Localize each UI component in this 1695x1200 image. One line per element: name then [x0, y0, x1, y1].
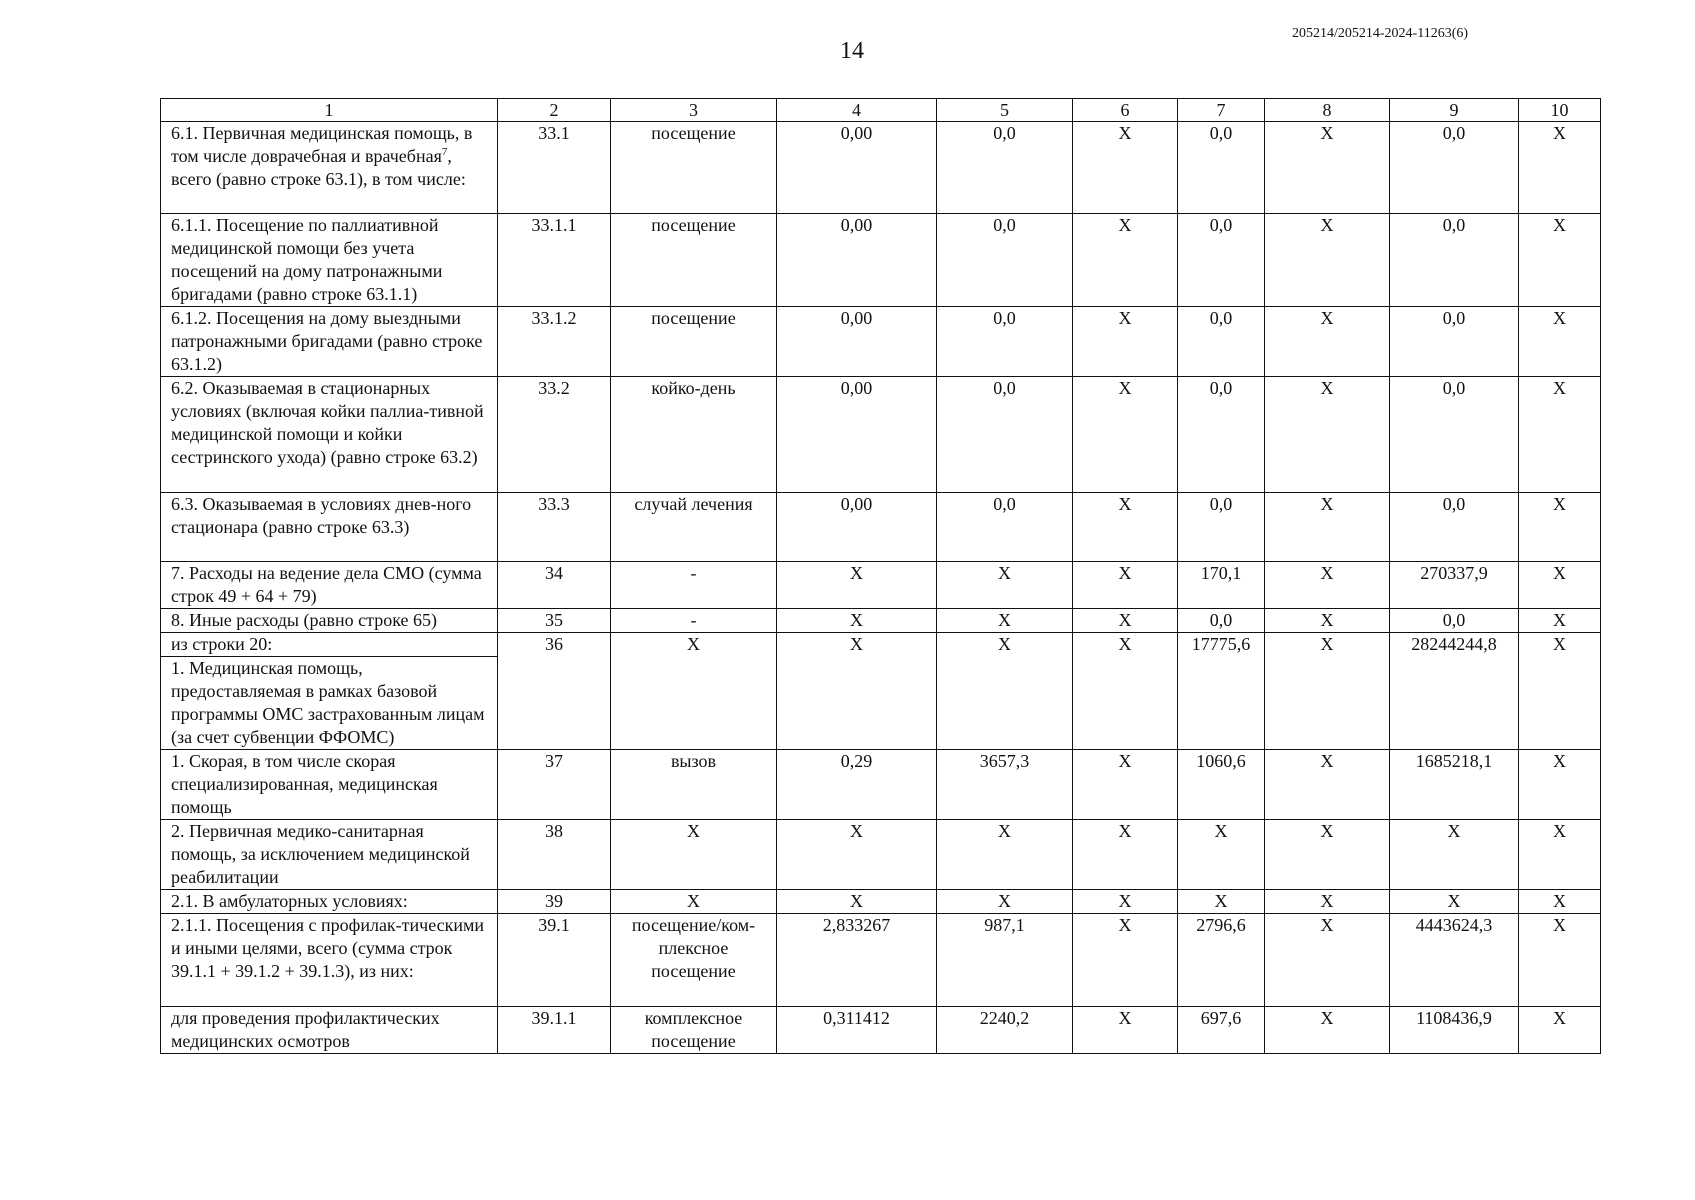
value-cell: 0,0	[1178, 214, 1265, 307]
row-code: 33.1.1	[498, 214, 611, 307]
value-cell: X	[1073, 750, 1178, 820]
table-row	[161, 377, 1601, 493]
table-row	[161, 562, 1601, 609]
value-cell: 0,0	[1178, 493, 1265, 562]
value-cell: X	[1519, 562, 1601, 609]
row-description: 2.1.1. Посещения с профилак-тическими и иными целями, всего (сумма строк 39.1.1 + 39.1.2 + 39.1.3), из них:	[161, 914, 498, 1007]
value-cell: 0,0	[1390, 307, 1519, 377]
table-row	[161, 609, 1601, 633]
value-cell: X	[1073, 214, 1178, 307]
column-header: 6	[1073, 99, 1178, 122]
table-row	[161, 820, 1601, 890]
value-cell: 0,0	[937, 214, 1073, 307]
row-description: 1. Скорая, в том числе скорая специализированная, медицинская помощь	[161, 750, 498, 820]
row-code: 39	[498, 890, 611, 914]
unit-cell: койко-день	[611, 377, 777, 493]
value-cell: 0,0	[937, 377, 1073, 493]
value-cell: X	[777, 820, 937, 890]
row-description: 6.3. Оказываемая в условиях днев-ного стационара (равно строке 63.3)	[161, 493, 498, 562]
row-code: 37	[498, 750, 611, 820]
table-row	[161, 750, 1601, 820]
value-cell: 0,311412	[777, 1007, 937, 1054]
value-cell: X	[1265, 609, 1390, 633]
value-cell: X	[1519, 633, 1601, 750]
value-cell: X	[1073, 914, 1178, 1007]
value-cell: 1108436,9	[1390, 1007, 1519, 1054]
table-row	[161, 493, 1601, 562]
value-cell: X	[1519, 307, 1601, 377]
row-code: 39.1.1	[498, 1007, 611, 1054]
value-cell: 2240,2	[937, 1007, 1073, 1054]
value-cell: X	[777, 609, 937, 633]
value-cell: X	[1073, 1007, 1178, 1054]
value-cell: X	[777, 633, 937, 750]
value-cell: 0,0	[937, 493, 1073, 562]
row-description: 8. Иные расходы (равно строке 65)	[161, 609, 498, 633]
value-cell: X	[1519, 750, 1601, 820]
value-cell: 0,00	[777, 307, 937, 377]
value-cell: 0,00	[777, 122, 937, 214]
unit-cell: посещение	[611, 307, 777, 377]
value-cell: X	[1265, 377, 1390, 493]
value-cell: X	[1265, 307, 1390, 377]
value-cell: X	[1265, 890, 1390, 914]
row-code: 35	[498, 609, 611, 633]
value-cell: 170,1	[1178, 562, 1265, 609]
column-header: 9	[1390, 99, 1519, 122]
value-cell: 1060,6	[1178, 750, 1265, 820]
value-cell: 28244244,8	[1390, 633, 1519, 750]
column-header: 8	[1265, 99, 1390, 122]
column-header: 3	[611, 99, 777, 122]
value-cell: X	[1519, 890, 1601, 914]
value-cell: 0,29	[777, 750, 937, 820]
table-row	[161, 1007, 1601, 1054]
value-cell: X	[1265, 1007, 1390, 1054]
column-header: 1	[161, 99, 498, 122]
page-number: 14	[840, 38, 864, 64]
column-header: 5	[937, 99, 1073, 122]
value-cell: X	[1073, 820, 1178, 890]
row-description: 2. Первичная медико-санитарная помощь, за исключением медицинской реабилитации	[161, 820, 498, 890]
value-cell: X	[937, 609, 1073, 633]
value-cell: 0,0	[1390, 493, 1519, 562]
table-row	[161, 890, 1601, 914]
value-cell: X	[1519, 820, 1601, 890]
value-cell: X	[1073, 562, 1178, 609]
row-code: 33.3	[498, 493, 611, 562]
value-cell: X	[1265, 493, 1390, 562]
value-cell: X	[1390, 820, 1519, 890]
column-header: 10	[1519, 99, 1601, 122]
value-cell: 0,00	[777, 493, 937, 562]
row-code: 33.1.2	[498, 307, 611, 377]
value-cell: 2796,6	[1178, 914, 1265, 1007]
value-cell: 697,6	[1178, 1007, 1265, 1054]
value-cell: X	[1073, 377, 1178, 493]
value-cell: X	[777, 890, 937, 914]
value-cell: X	[1265, 633, 1390, 750]
value-cell: 0,0	[937, 122, 1073, 214]
value-cell: X	[1265, 750, 1390, 820]
table-row	[161, 633, 1601, 750]
footnote-mark: 7	[441, 146, 448, 158]
value-cell: X	[1265, 914, 1390, 1007]
row-code: 38	[498, 820, 611, 890]
unit-cell: X	[611, 820, 777, 890]
value-cell: X	[937, 633, 1073, 750]
value-cell: X	[1178, 890, 1265, 914]
value-cell: X	[1073, 890, 1178, 914]
value-cell: X	[1073, 307, 1178, 377]
value-cell: 0,0	[1390, 377, 1519, 493]
table-row	[161, 214, 1601, 307]
unit-cell: посещение	[611, 122, 777, 214]
value-cell: X	[1265, 820, 1390, 890]
value-cell: X	[937, 890, 1073, 914]
value-cell: 0,0	[1178, 307, 1265, 377]
column-header: 2	[498, 99, 611, 122]
row-description-part: 1. Медицинская помощь, предоставляемая в рамках базовой программы ОМС застрахованным лицам (за счет субвенции ФФОМС)	[161, 656, 497, 749]
value-cell: X	[1073, 493, 1178, 562]
unit-cell: X	[611, 890, 777, 914]
row-description: 6.1.2. Посещения на дому выездными патронажными бригадами (равно строке 63.1.2)	[161, 307, 498, 377]
row-description: 6.2. Оказываемая в стационарных условиях (включая койки паллиа-тивной медицинской помощи и койки сестринского ухода) (равно строке 63.2)	[161, 377, 498, 493]
value-cell: 987,1	[937, 914, 1073, 1007]
value-cell: 0,0	[1178, 377, 1265, 493]
table-body	[161, 99, 1601, 1054]
value-cell: 17775,6	[1178, 633, 1265, 750]
value-cell: X	[937, 820, 1073, 890]
value-cell: 0,00	[777, 377, 937, 493]
value-cell: X	[1265, 562, 1390, 609]
unit-cell: X	[611, 633, 777, 750]
value-cell: X	[1265, 122, 1390, 214]
row-code: 33.1	[498, 122, 611, 214]
unit-cell: -	[611, 562, 777, 609]
value-cell: 1685218,1	[1390, 750, 1519, 820]
row-description: для проведения профилактических медицинских осмотров	[161, 1007, 498, 1054]
column-header: 7	[1178, 99, 1265, 122]
row-code: 36	[498, 633, 611, 750]
value-cell: X	[1073, 122, 1178, 214]
value-cell: 0,00	[777, 214, 937, 307]
value-cell: X	[1265, 214, 1390, 307]
row-description-part: из строки 20:	[171, 634, 273, 654]
row-description: 2.1. В амбулаторных условиях:	[161, 890, 498, 914]
value-cell: X	[937, 562, 1073, 609]
value-cell: X	[1390, 890, 1519, 914]
row-description	[161, 122, 498, 214]
value-cell: 0,0	[937, 307, 1073, 377]
value-cell: X	[1519, 609, 1601, 633]
value-cell: 0,0	[1178, 609, 1265, 633]
value-cell: X	[777, 562, 937, 609]
unit-cell: -	[611, 609, 777, 633]
value-cell: X	[1073, 609, 1178, 633]
table-header-row	[161, 99, 1601, 122]
value-cell: X	[1519, 214, 1601, 307]
value-cell: 0,0	[1390, 609, 1519, 633]
row-code: 34	[498, 562, 611, 609]
value-cell: 2,833267	[777, 914, 937, 1007]
value-cell: X	[1519, 914, 1601, 1007]
row-description-text: , всего (равно строке 63.1), в том числе:	[171, 146, 466, 189]
value-cell: X	[1519, 1007, 1601, 1054]
row-code: 33.2	[498, 377, 611, 493]
value-cell: X	[1519, 377, 1601, 493]
value-cell: X	[1178, 820, 1265, 890]
value-cell: X	[1519, 122, 1601, 214]
value-cell: 0,0	[1390, 214, 1519, 307]
value-cell: 4443624,3	[1390, 914, 1519, 1007]
table-row	[161, 307, 1601, 377]
value-cell: 270337,9	[1390, 562, 1519, 609]
row-description	[161, 633, 498, 750]
value-cell: X	[1519, 493, 1601, 562]
unit-cell: случай лечения	[611, 493, 777, 562]
value-cell: 3657,3	[937, 750, 1073, 820]
column-header: 4	[777, 99, 937, 122]
document-code: 205214/205214-2024-11263(6)	[1292, 26, 1469, 41]
row-description: 6.1.1. Посещение по паллиативной медицинской помощи без учета посещений на дому патронажными бригадами (равно строке 63.1.1)	[161, 214, 498, 307]
data-table	[160, 98, 1601, 1054]
unit-cell: посещение	[611, 214, 777, 307]
unit-cell: вызов	[611, 750, 777, 820]
table-row	[161, 914, 1601, 1007]
row-description: 7. Расходы на ведение дела СМО (сумма строк 49 + 64 + 79)	[161, 562, 498, 609]
value-cell: X	[1073, 633, 1178, 750]
unit-cell: комплексное посещение	[611, 1007, 777, 1054]
unit-cell: посещение/ком-плексное посещение	[611, 914, 777, 1007]
table-row	[161, 122, 1601, 214]
value-cell: 0,0	[1178, 122, 1265, 214]
row-code: 39.1	[498, 914, 611, 1007]
row-description-text: 6.1. Первичная медицинская помощь, в том числе доврачебная и врачебная	[171, 123, 473, 166]
value-cell: 0,0	[1390, 122, 1519, 214]
